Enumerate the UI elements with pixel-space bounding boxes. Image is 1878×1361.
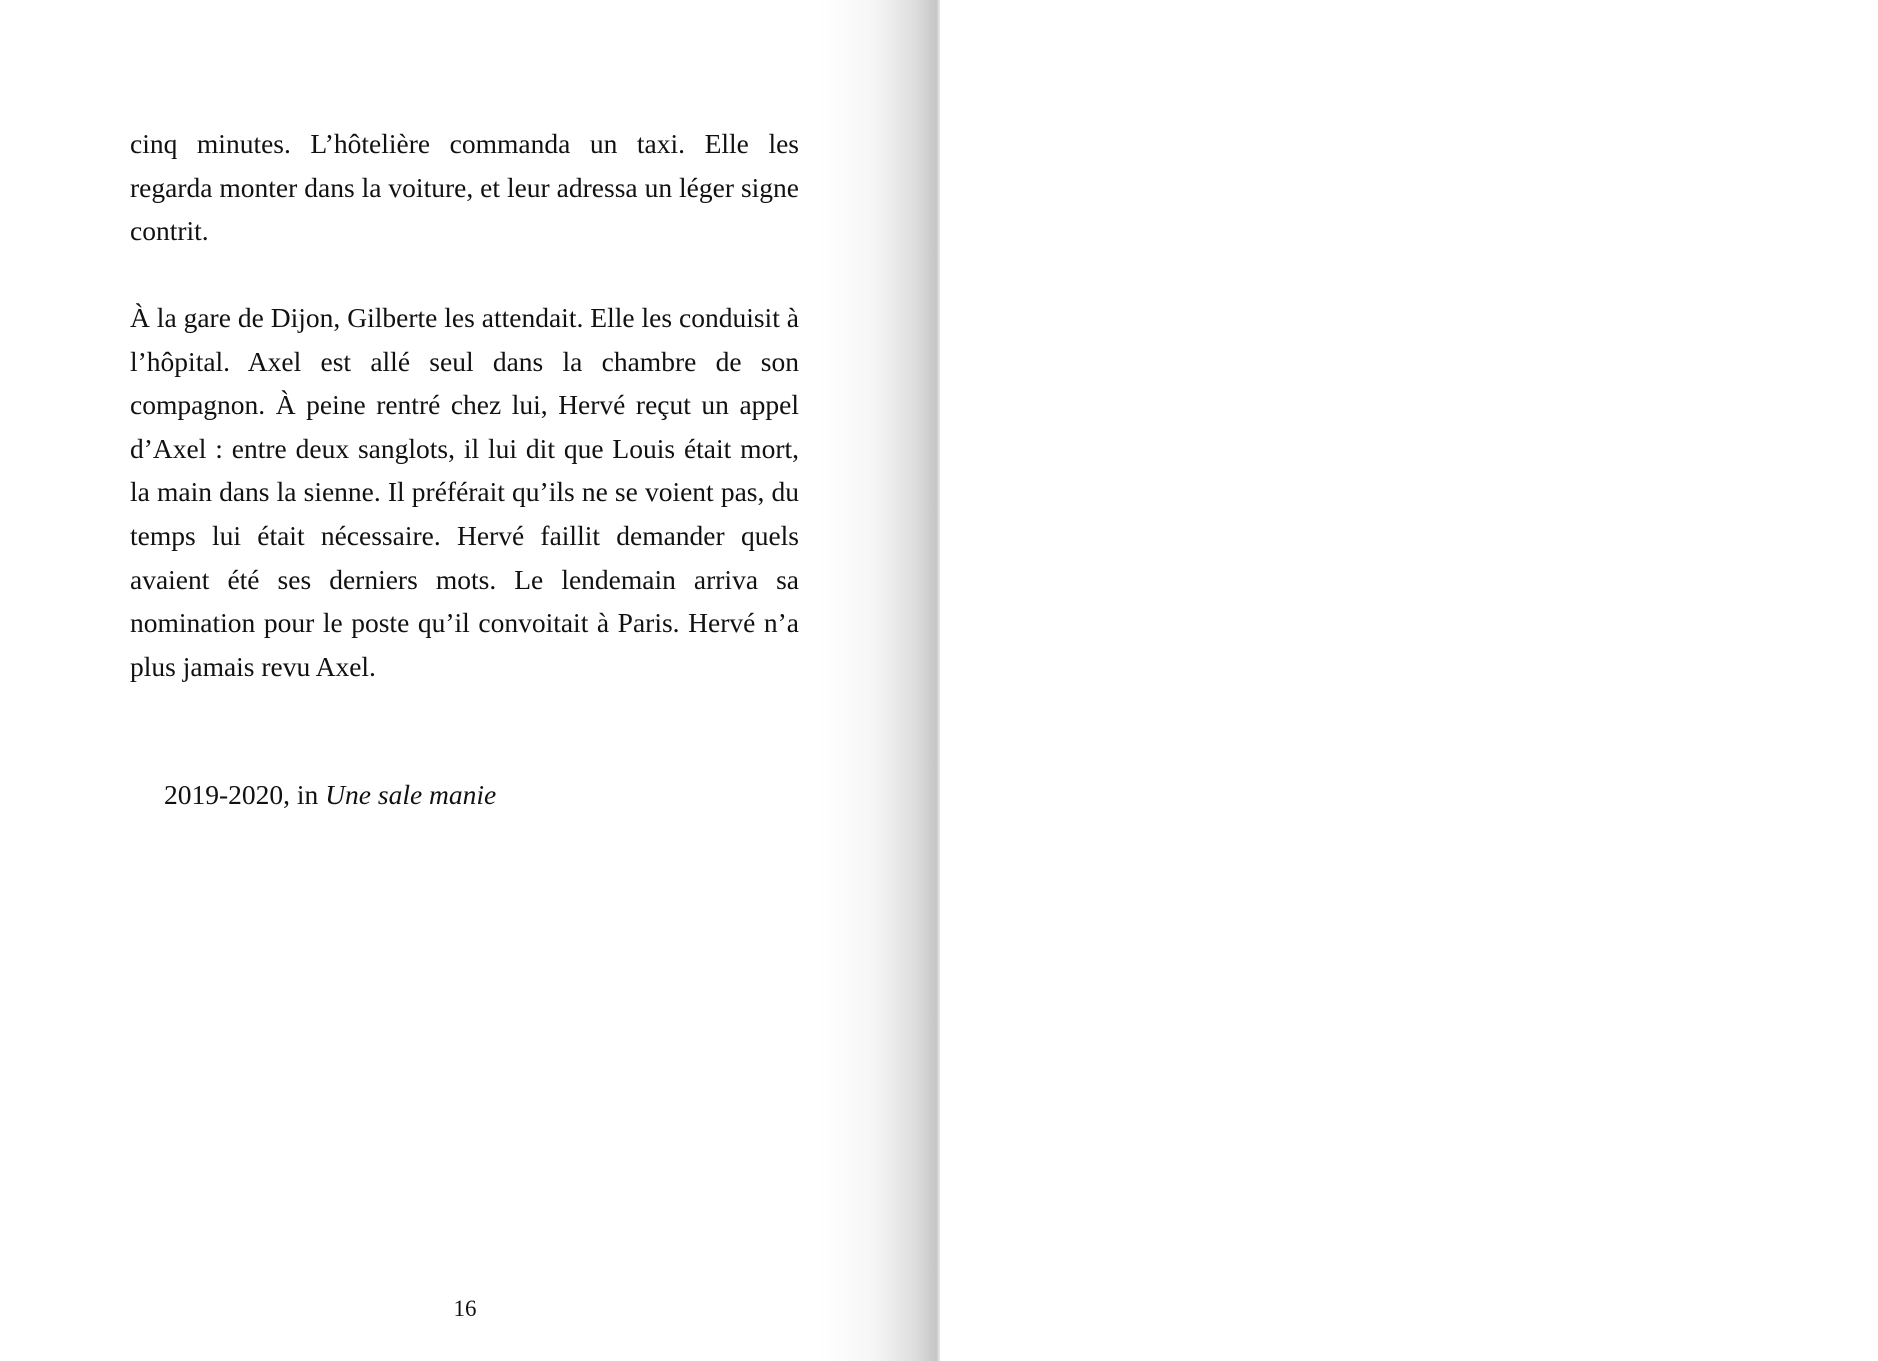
right-page bbox=[940, 0, 1878, 1361]
paragraph-2 bbox=[130, 296, 799, 688]
date-and-source bbox=[164, 773, 496, 817]
date-prefix: 2019-2020, in bbox=[164, 779, 326, 810]
page-number: 16 bbox=[453, 1296, 477, 1321]
paragraph-text: cinq minutes. L’hôtelière commanda un taxi. Elle les regarda monter dans la voiture, et leur adressa un léger signe contrit. bbox=[130, 128, 799, 247]
paragraph-text: À la gare de Dijon, Gilberte les attendait. Elle les conduisit à l’hôpital. Axel est allé seul dans la chambre de son compagnon. À peine rentré chez lui, Hervé reçut un appel d’Axel : entre deux sanglots, il lui dit que Louis était mort, la main dans la sienne. Il préférait qu’ils ne se voient pas, du temps lui était nécessaire. Hervé faillit demander quels avaient été ses derniers mots. Le lendemain arriva sa nomination pour le poste qu’il convoitait à Paris. Hervé n’a plus jamais revu Axel. bbox=[130, 302, 799, 682]
gutter-shadow bbox=[820, 0, 940, 1361]
paragraph-1 bbox=[130, 122, 799, 253]
work-title: Une sale manie bbox=[325, 779, 497, 810]
